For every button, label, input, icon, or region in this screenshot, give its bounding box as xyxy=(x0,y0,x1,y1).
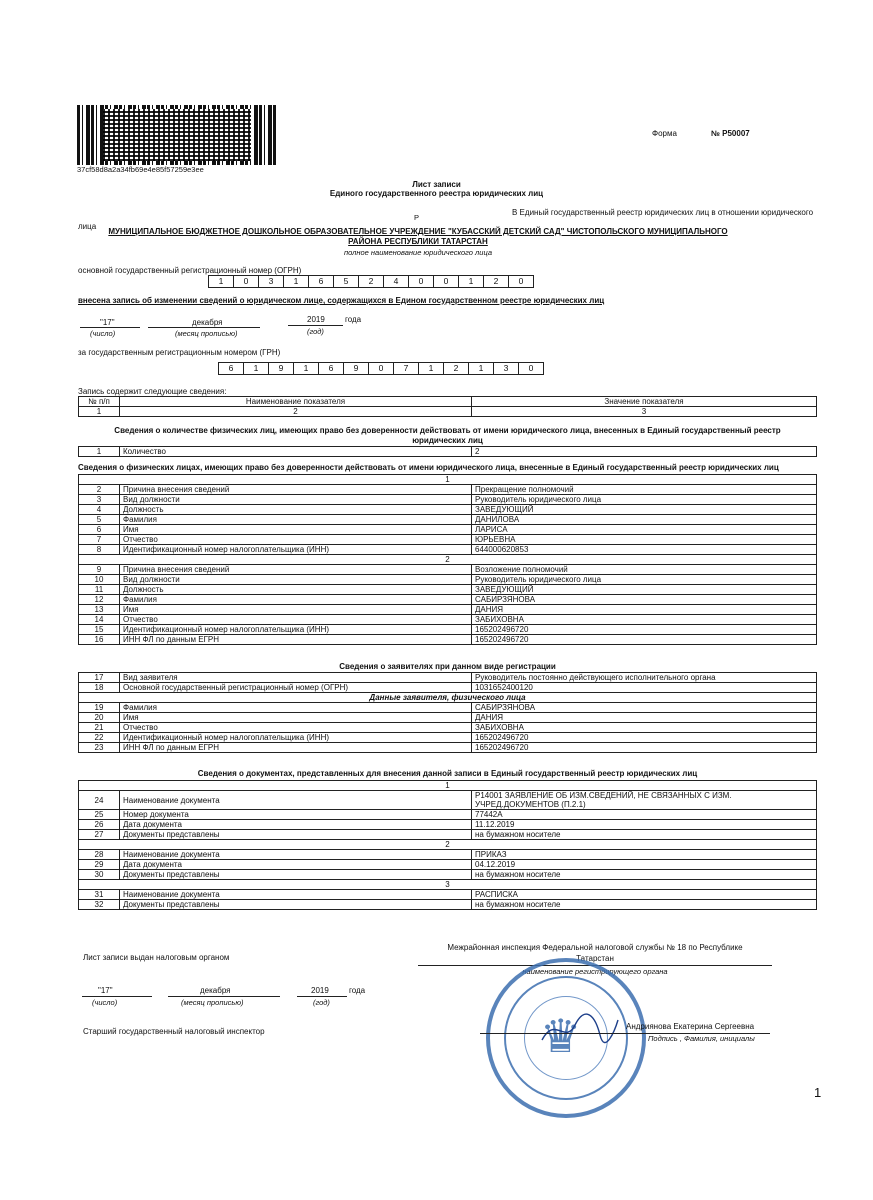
date1-caption-month: (месяц прописью) xyxy=(175,329,238,338)
documents-table xyxy=(78,780,817,910)
mark-p: Р xyxy=(414,213,420,222)
date2-year-word: года xyxy=(349,986,366,995)
inspector-label: Старший государственный налоговый инспектор xyxy=(83,1027,265,1036)
digit-cell: 0 xyxy=(434,276,459,288)
barcode-id: 37cf58d8a2a34fb69e4e85f57259e3ee xyxy=(77,165,204,174)
doc-subtitle: Единого государственного реестра юридических лиц xyxy=(329,189,544,198)
digit-cell: 3 xyxy=(494,363,519,375)
table-row: 24 Наименование документа Р14001 ЗАЯВЛЕНИЕ ОБ ИЗМ.СВЕДЕНИЙ, НЕ СВЯЗАННЫХ С ИЗМ. УЧРЕД.ДОКУМЕНТОВ (П.2.1) xyxy=(79,791,817,810)
issued-label: Лист записи выдан налоговым органом xyxy=(83,953,230,962)
table-row: 29 Дата документа 04.12.2019 xyxy=(79,860,817,870)
group-label: 1 xyxy=(79,781,817,791)
date2-year: 2019 xyxy=(311,986,329,995)
table-row: 2 Причина внесения сведений Прекращение полномочий xyxy=(79,485,817,495)
table-row: 16 ИНН ФЛ по данным ЕГРН 165202496720 xyxy=(79,635,817,645)
date1-caption-year: (год) xyxy=(307,327,324,336)
section-count-title: Сведения о количестве физических лиц, имеющих право без доверенности действовать от имени юридического лица, внесенных в Единый государственный реестр юридических лиц xyxy=(114,426,781,445)
records-table xyxy=(78,396,817,417)
table-row: 20 Имя ДАНИЯ xyxy=(79,713,817,723)
header-col-2: 2 xyxy=(120,407,472,417)
table-row: 7 Отчество ЮРЬЕВНА xyxy=(79,535,817,545)
table-row: 13 Имя ДАНИЯ xyxy=(79,605,817,615)
org-name-line1: МУНИЦИПАЛЬНОЕ БЮДЖЕТНОЕ ДОШКОЛЬНОЕ ОБРАЗОВАТЕЛЬНОЕ УЧРЕЖДЕНИЕ "КУБАССКИЙ ДЕТСКИЙ САД" ЧИСТОПОЛЬСКОГО МУНИЦИПАЛЬНОГО xyxy=(108,227,728,236)
table-row: 4 Должность ЗАВЕДУЮЩИЙ xyxy=(79,505,817,515)
digit-cell: 1 xyxy=(459,276,484,288)
ogrn-label: основной государственный регистрационный номер (ОГРН) xyxy=(78,266,302,275)
signature xyxy=(540,1010,620,1050)
authority-line1: Межрайонная инспекция Федеральной налоговой службы № 18 по Республике xyxy=(447,943,743,952)
table-row: 27 Документы представлены на бумажном носителе xyxy=(79,830,817,840)
group-label: 3 xyxy=(79,880,817,890)
barcode-image xyxy=(77,105,277,165)
digit-cell: 3 xyxy=(259,276,284,288)
date2-caption-year: (год) xyxy=(313,998,330,1007)
persons-table xyxy=(78,474,817,645)
header-value: Значение показателя xyxy=(472,397,817,407)
org-name-caption: полное наименование юридического лица xyxy=(343,248,492,257)
date1-day: "17" xyxy=(100,318,115,327)
ogrn-digits xyxy=(208,275,534,288)
digit-cell: 1 xyxy=(469,363,494,375)
date1-month: декабря xyxy=(192,318,223,327)
table-row: 28 Наименование документа ПРИКАЗ xyxy=(79,850,817,860)
digit-cell: 1 xyxy=(294,363,319,375)
header-num: № п/п xyxy=(79,397,120,407)
intro-text: В Единый государственный реестр юридических лиц в отношении юридического xyxy=(512,208,814,217)
digit-cell: 2 xyxy=(444,363,469,375)
table-row: 10 Вид должности Руководитель юридического лица xyxy=(79,575,817,585)
entry-text: внесена запись об изменении сведений о юридическом лице, содержащихся в Едином государственном реестре юридических лиц xyxy=(78,296,605,305)
digit-cell: 0 xyxy=(369,363,394,375)
table-row: 14 Отчество ЗАБИХОВНА xyxy=(79,615,817,625)
digit-cell: 2 xyxy=(484,276,509,288)
table-row: 22 Идентификационный номер налогоплательщика (ИНН) 165202496720 xyxy=(79,733,817,743)
table-row: 19 Фамилия САБИРЗЯНОВА xyxy=(79,703,817,713)
group-label: 2 xyxy=(79,840,817,850)
header-col-3: 3 xyxy=(472,407,817,417)
table-row: 3 Вид должности Руководитель юридического лица xyxy=(79,495,817,505)
section-persons-title: Сведения о физических лицах, имеющих право без доверенности действовать от имени юридического лица, внесенные в Единый государственный реестр юридических лиц xyxy=(78,463,779,472)
table-row: 12 Фамилия САБИРЗЯНОВА xyxy=(79,595,817,605)
grn-digits xyxy=(218,362,544,375)
authority-caption: наименование регистрирующего органа xyxy=(522,967,668,976)
header-name: Наименование показателя xyxy=(120,397,472,407)
group-label: Данные заявителя, физического лица xyxy=(79,693,817,703)
page-number: 1 xyxy=(814,1085,822,1100)
group-label: 2 xyxy=(79,555,817,565)
form-number: № Р50007 xyxy=(711,129,750,138)
table-row: 21 Отчество ЗАБИХОВНА xyxy=(79,723,817,733)
official-seal: ♛ xyxy=(486,958,646,1118)
date1-caption-day: (число) xyxy=(90,329,116,338)
date2-caption-month: (месяц прописью) xyxy=(181,998,244,1007)
section-applicant-title: Сведения о заявителях при данном виде регистрации xyxy=(339,662,556,671)
table-row: 15 Идентификационный номер налогоплательщика (ИНН) 165202496720 xyxy=(79,625,817,635)
authority-line2: Татарстан xyxy=(576,954,614,963)
count-table xyxy=(78,446,817,457)
signer-caption: Подпись , Фамилия, инициалы xyxy=(648,1034,755,1043)
digit-cell: 6 xyxy=(309,276,334,288)
digit-cell: 9 xyxy=(269,363,294,375)
digit-cell: 0 xyxy=(234,276,259,288)
table-row: 31 Наименование документа РАСПИСКА xyxy=(79,890,817,900)
digit-cell: 6 xyxy=(319,363,344,375)
doc-title: Лист записи xyxy=(412,180,461,189)
table-row: 26 Дата документа 11.12.2019 xyxy=(79,820,817,830)
table-row: 5 Фамилия ДАНИЛОВА xyxy=(79,515,817,525)
table-row: 6 Имя ЛАРИСА xyxy=(79,525,817,535)
table-row: 30 Документы представлены на бумажном носителе xyxy=(79,870,817,880)
grn-label: за государственным регистрационным номером (ГРН) xyxy=(78,348,281,357)
digit-cell: 0 xyxy=(509,276,534,288)
group-label: 1 xyxy=(79,475,817,485)
org-name-line2: РАЙОНА РЕСПУБЛИКИ ТАТАРСТАН xyxy=(348,237,488,246)
signer-name: Андриянова Екатерина Сергеевна xyxy=(626,1022,755,1031)
applicant-table xyxy=(78,672,817,753)
digit-cell: 5 xyxy=(334,276,359,288)
date2-day: "17" xyxy=(98,986,113,995)
date2-month: декабря xyxy=(200,986,231,995)
digit-cell: 4 xyxy=(384,276,409,288)
date2-caption-day: (число) xyxy=(92,998,118,1007)
digit-cell: 7 xyxy=(394,363,419,375)
contains-label: Запись содержит следующие сведения: xyxy=(78,387,227,396)
table-row: 1 Количество 2 xyxy=(79,447,817,457)
section-docs-title: Сведения о документах, представленных для внесения данной записи в Единый государственный реестр юридических лиц xyxy=(197,769,698,778)
digit-cell: 1 xyxy=(244,363,269,375)
table-row: 23 ИНН ФЛ по данным ЕГРН 165202496720 xyxy=(79,743,817,753)
digit-cell: 2 xyxy=(359,276,384,288)
digit-cell: 0 xyxy=(519,363,544,375)
table-row: 17 Вид заявителя Руководитель постоянно действующего исполнительного органа xyxy=(79,673,817,683)
table-row: 11 Должность ЗАВЕДУЮЩИЙ xyxy=(79,585,817,595)
form-label: Форма xyxy=(652,129,677,138)
date1-year: 2019 xyxy=(307,315,325,324)
header-col-1: 1 xyxy=(79,407,120,417)
digit-cell: 1 xyxy=(419,363,444,375)
intro-left: лица xyxy=(78,222,97,231)
table-row: 25 Номер документа 77442А xyxy=(79,810,817,820)
digit-cell: 1 xyxy=(284,276,309,288)
digit-cell: 1 xyxy=(209,276,234,288)
digit-cell: 6 xyxy=(219,363,244,375)
table-row: 32 Документы представлены на бумажном носителе xyxy=(79,900,817,910)
digit-cell: 9 xyxy=(344,363,369,375)
digit-cell: 0 xyxy=(409,276,434,288)
date1-year-word: года xyxy=(345,315,362,324)
table-row: 8 Идентификационный номер налогоплательщика (ИНН) 644000620853 xyxy=(79,545,817,555)
table-row: 9 Причина внесения сведений Возложение полномочий xyxy=(79,565,817,575)
table-row: 18 Основной государственный регистрационный номер (ОГРН) 1031652400120 xyxy=(79,683,817,693)
